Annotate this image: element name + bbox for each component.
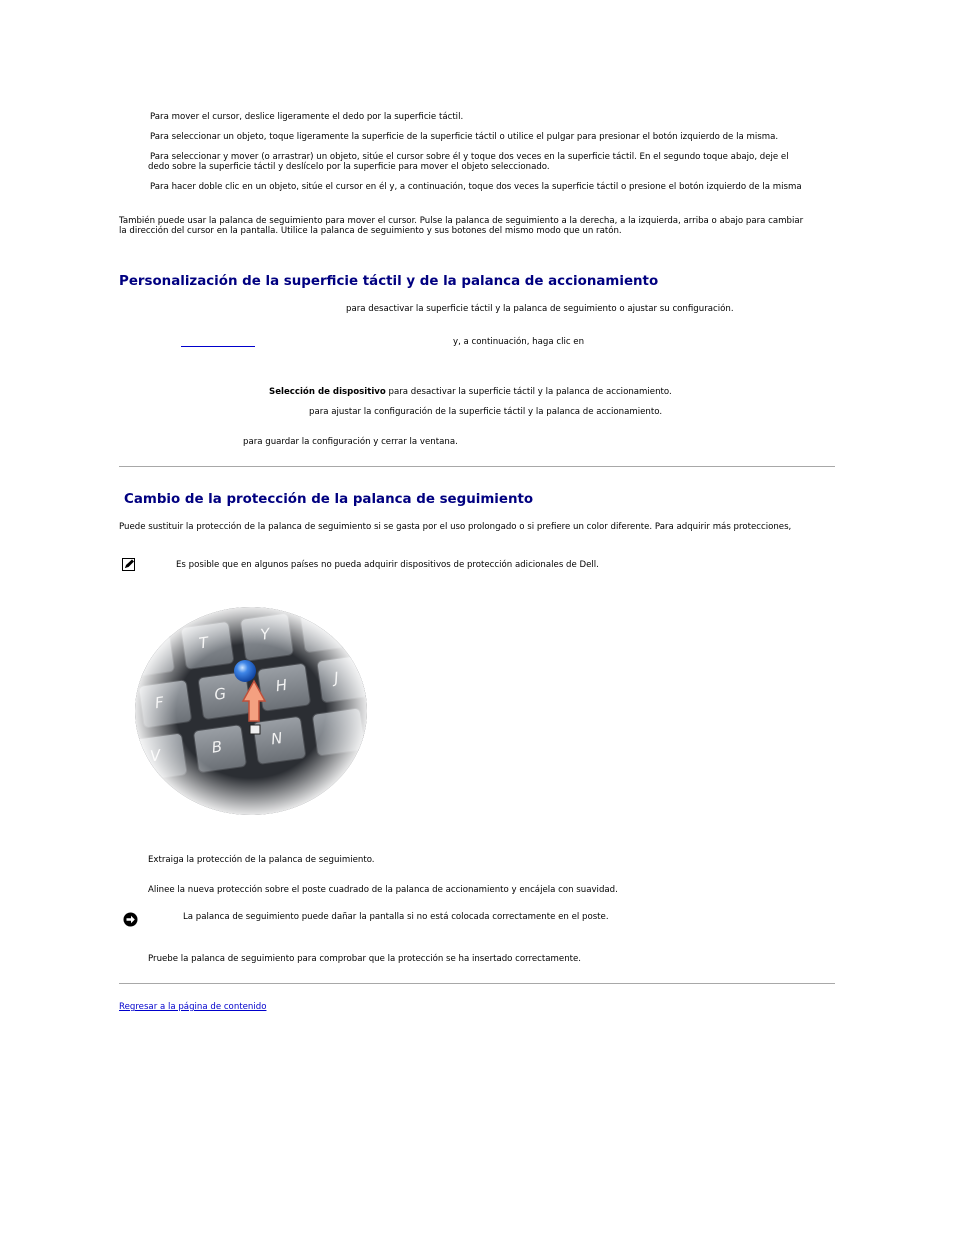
list-item-drag-object-line1: Para seleccionar y mover (o arrastrar) un objeto, sitúe el cursor sobre él y toque dos veces en la superficie táctil. En el segundo toque abajo, deje el	[150, 152, 789, 162]
device-selection-text: para desactivar la superficie táctil y la palanca de accionamiento.	[385, 387, 672, 397]
change-cap-paragraph: Puede sustituir la protección de la palanca de seguimiento si se gasta por el uso prolongado o si prefiere un color diferente. Para adquirir más protecciones,	[119, 522, 792, 532]
list-item-drag-object-line2: dedo sobre la superficie táctil y deslícelo por la superficie para mover el objeto seleccionado.	[148, 162, 550, 172]
list-item-move-cursor: Para mover el cursor, deslice ligeramente el dedo por la superficie táctil.	[150, 112, 464, 122]
step-device-selection	[269, 387, 672, 397]
back-to-contents-link[interactable]: Regresar a la página de contenido	[119, 1002, 267, 1012]
footer-divider	[119, 983, 835, 984]
step-save-settings: para guardar la configuración y cerrar la ventana.	[243, 437, 458, 447]
notice-arrow-icon	[123, 912, 138, 927]
step-align-cap: Alinee la nueva protección sobre el poste cuadrado de la palanca de accionamiento y encájela con suavidad.	[148, 885, 618, 895]
trackstick-paragraph-line2: la dirección del cursor en la pantalla. Utilice la palanca de seguimiento y sus botones del mismo modo que un ratón.	[119, 226, 622, 236]
device-selection-label: Selección de dispositivo	[269, 387, 386, 397]
notice-text: La palanca de seguimiento puede dañar la pantalla si no está colocada correctamente en el poste.	[183, 912, 609, 922]
section-heading-change-cap: Cambio de la protección de la palanca de seguimiento	[124, 492, 534, 507]
note-pencil-icon	[122, 558, 136, 571]
step-adjust-settings: para ajustar la configuración de la superficie táctil y la palanca de accionamiento.	[309, 407, 663, 417]
step-remove-cap: Extraiga la protección de la palanca de seguimiento.	[148, 855, 375, 865]
list-item-select-object: Para seleccionar un objeto, toque ligeramente la superficie de la superficie táctil o utilice el pulgar para presionar el botón izquierdo de la misma.	[150, 132, 779, 142]
customize-followup: y, a continuación, haga clic en	[453, 337, 585, 347]
list-item-double-click: Para hacer doble clic en un objeto, sitúe el cursor en él y, a continuación, toque dos veces la superficie táctil o presione el botón izquierdo de la misma	[150, 182, 802, 192]
control-panel-link[interactable]	[181, 346, 255, 347]
section-heading-customize: Personalización de la superficie táctil y de la palanca de accionamiento	[119, 274, 659, 289]
step-test-cap: Pruebe la palanca de seguimiento para comprobar que la protección se ha insertado correctamente.	[148, 954, 582, 964]
trackstick-paragraph-line1: También puede usar la palanca de seguimiento para mover el cursor. Pulse la palanca de seguimiento a la derecha, a la izquierda, arriba o abajo para cambiar	[119, 216, 804, 226]
section-divider	[119, 466, 835, 467]
note-text: Es posible que en algunos países no pueda adquirir dispositivos de protección adicionales de Dell.	[176, 560, 599, 570]
customize-instruction: para desactivar la superficie táctil y la palanca de seguimiento o ajustar su configuración.	[346, 304, 734, 314]
trackstick-cap-illustration	[135, 605, 367, 817]
